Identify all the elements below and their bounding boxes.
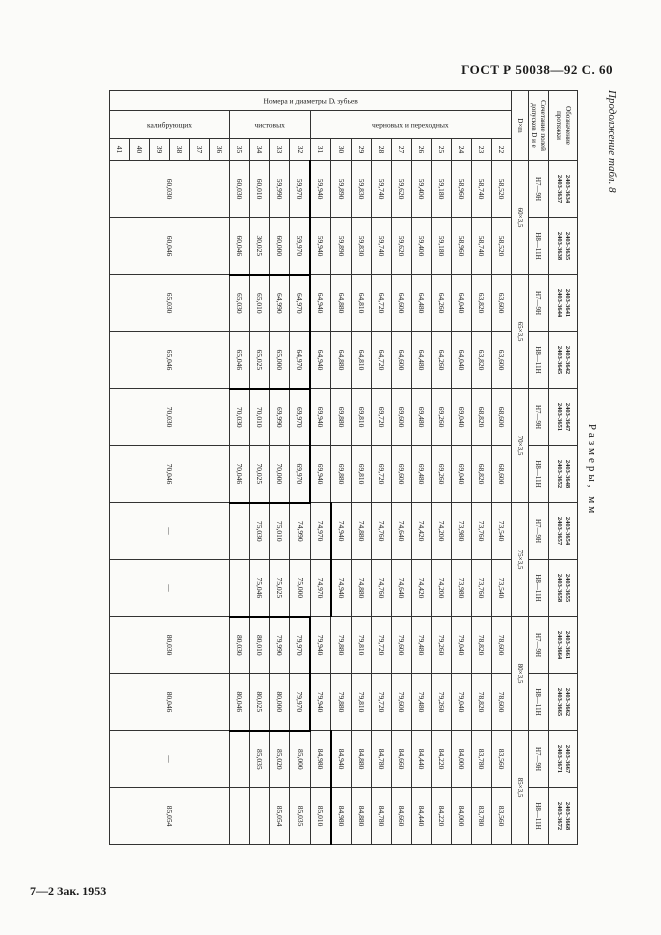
diameter-cell: 79,880 (331, 617, 352, 674)
diameter-cell: 69,940 (311, 446, 332, 503)
diameter-cell: 85,000 (290, 731, 311, 788)
diameter-cell: 69,940 (311, 389, 332, 446)
diameter-cell: 84,940 (331, 731, 352, 788)
calibration-value: 60,030 (165, 178, 175, 200)
diameter-cell: 69,970 (290, 446, 311, 503)
designation-code-b: 2403-3658 (556, 573, 563, 603)
tolerance-label: Сочетание полей допусков D и e (529, 91, 549, 161)
diameter-cell: 59,180 (432, 218, 452, 275)
tolerance-cell: H8—11H (529, 218, 549, 275)
calibration-value: — (165, 527, 175, 535)
header-row-designation (549, 91, 578, 845)
calibration-cell (110, 788, 230, 845)
diameter-cell: 84,880 (352, 731, 372, 788)
designation-code-a: 2403-3662 (564, 687, 571, 717)
diameter-cell: 74,200 (432, 560, 452, 617)
designation-code-a: 2403-3667 (564, 744, 571, 774)
tooth-number: 41 (110, 139, 130, 161)
calibration-value: 60,046 (165, 235, 175, 257)
dm-cell: 70×3,5 (512, 389, 529, 503)
calibration-cell (110, 446, 230, 503)
diameter-cell: 74,420 (412, 503, 432, 560)
diameter-cell: 79,040 (452, 617, 472, 674)
designation-code (549, 161, 578, 218)
diameter-cell: 75,046 (250, 560, 270, 617)
diameter-cell: 78,820 (472, 617, 492, 674)
diameter-cell: 63,820 (472, 275, 492, 332)
calibration-cell (110, 617, 230, 674)
table-row (250, 91, 270, 845)
diameter-cell: 80,010 (250, 617, 270, 674)
header-row-dm (512, 91, 529, 845)
dm-cell: 65×3,5 (512, 275, 529, 389)
designation-code-a: 2403-3648 (564, 459, 571, 489)
diameter-cell: 64,970 (290, 275, 311, 332)
diameter-cell: 69,810 (352, 389, 372, 446)
diameter-cell: 74,990 (290, 503, 311, 560)
designation-code-b: 2403-3652 (556, 459, 563, 489)
diameter-cell: 79,480 (412, 674, 432, 731)
diameter-cell: 79,260 (432, 617, 452, 674)
designation-code-b: 2403-3657 (556, 516, 563, 546)
calibration-value: 70,030 (165, 406, 175, 428)
designation-code-b: 2403-3644 (556, 288, 563, 318)
tooth-number: 34 (250, 139, 270, 161)
diameter-cell: 30,025 (250, 218, 270, 275)
diameter-cell: 74,640 (392, 560, 412, 617)
diameter-cell (230, 731, 250, 788)
page-header: ГОСТ Р 50038—92 С. 60 (461, 62, 613, 77)
tooth-number: 33 (270, 139, 290, 161)
diameter-cell: 65,046 (230, 332, 250, 389)
tolerance-cell: H7—9H (529, 389, 549, 446)
diameter-cell: 70,000 (270, 446, 290, 503)
designation-code (549, 674, 578, 731)
diameter-cell: 73,760 (472, 560, 492, 617)
diameter-cell: 84,440 (412, 731, 432, 788)
diameter-cell: 59,830 (352, 218, 372, 275)
diameter-cell: 84,780 (372, 731, 392, 788)
diameter-cell: 74,970 (311, 503, 332, 560)
diameter-cell: 59,830 (352, 161, 372, 218)
diameter-cell: 74,940 (331, 503, 352, 560)
diameter-cell: 58,520 (492, 218, 512, 275)
dm-cell: 85×3,5 (512, 731, 529, 845)
diameter-cell: 85,020 (270, 731, 290, 788)
table-row (432, 91, 452, 845)
diameter-cell: 79,720 (372, 617, 392, 674)
diameter-cell: 79,600 (392, 674, 412, 731)
diameter-cell: 60,010 (250, 161, 270, 218)
diameter-cell: 80,046 (230, 674, 250, 731)
table-row (230, 91, 250, 845)
diameter-cell: 75,010 (270, 503, 290, 560)
designation-code (549, 275, 578, 332)
designation-code-a: 2403-3647 (564, 402, 571, 432)
designation-code-a: 2403-3642 (564, 345, 571, 375)
diameter-cell: 59,620 (392, 218, 412, 275)
tooth-number: 32 (290, 139, 311, 161)
tooth-number: 38 (170, 139, 190, 161)
diameter-cell: 84,000 (452, 788, 472, 845)
diameter-cell: 59,400 (412, 161, 432, 218)
diameter-cell: 84,220 (432, 731, 452, 788)
diameter-cell: 69,260 (432, 446, 452, 503)
table-row (331, 91, 352, 845)
diameter-cell: 64,040 (452, 275, 472, 332)
tolerance-cell: H8—11H (529, 332, 549, 389)
table-row (392, 91, 412, 845)
calibration-cell (110, 560, 230, 617)
designation-code-a: 2403-3641 (564, 288, 571, 318)
diameter-cell: 69,480 (412, 389, 432, 446)
diameter-cell: 59,890 (331, 161, 352, 218)
diameter-cell: 64,040 (452, 332, 472, 389)
diameter-cell: 74,760 (372, 503, 392, 560)
diameter-cell: 64,260 (432, 275, 452, 332)
tolerance-cell: H8—11H (529, 446, 549, 503)
designation-code-a: 2403-3654 (564, 516, 571, 546)
diameter-cell: 60,030 (230, 161, 250, 218)
designation-code-b: 2403-3651 (556, 402, 563, 432)
diameter-cell: 58,960 (452, 218, 472, 275)
diameter-cell: 74,880 (352, 560, 372, 617)
diameter-cell: 79,940 (311, 674, 332, 731)
diameter-cell: 73,760 (472, 503, 492, 560)
diameter-cell: 79,970 (290, 674, 311, 731)
diameter-cell: 64,970 (290, 332, 311, 389)
designation-code-b: 2403-3645 (556, 345, 563, 375)
diameter-cell: 80,000 (270, 674, 290, 731)
tolerance-cell: H7—9H (529, 617, 549, 674)
diameter-cell (230, 503, 250, 560)
diameter-cell: 69,990 (270, 389, 290, 446)
designation-label: Обозначение протяжки (549, 91, 578, 161)
calibration-value: — (165, 755, 175, 763)
sizes-caption: Размеры, мм (586, 423, 598, 517)
teeth-diameter-table (110, 90, 579, 845)
diameter-cell: 78,600 (492, 674, 512, 731)
tolerance-cell: H8—11H (529, 674, 549, 731)
designation-code (549, 788, 578, 845)
tooth-number: 39 (150, 139, 170, 161)
diameter-cell: 79,970 (290, 617, 311, 674)
diameter-cell: 84,000 (452, 731, 472, 788)
tooth-number: 31 (311, 139, 332, 161)
calibration-value: 80,046 (165, 691, 175, 713)
tolerance-cell: H7—9H (529, 503, 549, 560)
footer: 7—2 Зак. 1953 (30, 884, 107, 898)
tooth-number: 26 (412, 139, 432, 161)
group-finish: чистовых (230, 111, 311, 139)
diameter-cell: 74,640 (392, 503, 412, 560)
header-row-tolerance (529, 91, 549, 845)
diameter-cell: 59,620 (392, 161, 412, 218)
calibration-value: 65,030 (165, 292, 175, 314)
diameter-cell: 59,990 (270, 161, 290, 218)
diameter-cell: 69,970 (290, 389, 311, 446)
diameter-cell (250, 788, 270, 845)
diameter-cell: 84,440 (412, 788, 432, 845)
diameter-cell: 69,480 (412, 446, 432, 503)
diameter-cell: 73,540 (492, 503, 512, 560)
diameter-cell: 64,990 (270, 275, 290, 332)
diameter-cell: 59,940 (311, 161, 332, 218)
diameter-cell: 64,940 (311, 275, 332, 332)
table-row (311, 91, 332, 845)
diameter-cell: 80,025 (250, 674, 270, 731)
diameter-cell: 65,000 (270, 332, 290, 389)
diameter-cell: 64,720 (372, 275, 392, 332)
diameter-cell: 70,025 (250, 446, 270, 503)
diameter-cell: 79,990 (270, 617, 290, 674)
diameter-cell: 68,600 (492, 446, 512, 503)
tooth-number: 30 (331, 139, 352, 161)
diameter-cell: 70,030 (230, 389, 250, 446)
diameter-cell: 68,820 (472, 389, 492, 446)
diameter-cell: 58,740 (472, 218, 492, 275)
group-calib: калибрующих (110, 111, 230, 139)
tolerance-cell: H8—11H (529, 560, 549, 617)
diameter-cell: 69,600 (392, 389, 412, 446)
diameter-cell: 64,810 (352, 332, 372, 389)
diameter-cell: 74,880 (352, 503, 372, 560)
designation-code-a: 2403-3655 (564, 573, 571, 603)
diameter-cell: 73,980 (452, 560, 472, 617)
designation-code (549, 389, 578, 446)
designation-code-a: 2403-3634 (564, 174, 571, 204)
diameter-cell: 64,480 (412, 332, 432, 389)
tooth-number: 29 (352, 139, 372, 161)
diameter-cell: 69,720 (372, 389, 392, 446)
table-row (352, 91, 372, 845)
tooth-number: 24 (452, 139, 472, 161)
calibration-cell (110, 275, 230, 332)
tooth-number: 22 (492, 139, 512, 161)
diameter-cell: 74,970 (311, 560, 332, 617)
diameter-cell: 59,400 (412, 218, 432, 275)
diameter-cell: 58,740 (472, 161, 492, 218)
diameter-cell: 84,980 (331, 788, 352, 845)
diameter-cell: 64,940 (311, 332, 332, 389)
diameter-cell: 59,740 (372, 218, 392, 275)
diameter-cell: 63,600 (492, 332, 512, 389)
designation-code-b: 2403-3637 (556, 174, 563, 204)
designation-code (549, 560, 578, 617)
diameter-cell: 85,054 (270, 788, 290, 845)
continuation-label: Продолжение табл. 8 (606, 90, 618, 193)
diameter-cell: 64,810 (352, 275, 372, 332)
tooth-number: 40 (130, 139, 150, 161)
diameter-cell: 73,980 (452, 503, 472, 560)
diameter-cell: 65,010 (250, 275, 270, 332)
diameter-cell: 63,600 (492, 275, 512, 332)
designation-code (549, 332, 578, 389)
diameter-cell: 69,720 (372, 446, 392, 503)
table-row (270, 91, 290, 845)
diameter-cell: 78,820 (472, 674, 492, 731)
table-row (412, 91, 432, 845)
diameter-cell: 79,810 (352, 674, 372, 731)
diameter-cell: 75,030 (250, 503, 270, 560)
tolerance-cell: H7—9H (529, 275, 549, 332)
designation-code (549, 218, 578, 275)
diameter-cell (230, 560, 250, 617)
calibration-value: 70,046 (165, 463, 175, 485)
calibration-cell (110, 389, 230, 446)
diameter-cell: 64,880 (331, 275, 352, 332)
diameter-cell: 58,520 (492, 161, 512, 218)
calibration-value: 80,030 (165, 634, 175, 656)
designation-code-b: 2403-3672 (556, 801, 563, 831)
table-row (372, 91, 392, 845)
diameter-cell: 83,780 (472, 788, 492, 845)
calibration-value: — (165, 584, 175, 592)
diameter-cell: 70,010 (250, 389, 270, 446)
diameter-cell: 85,035 (250, 731, 270, 788)
diameter-cell: 84,220 (432, 788, 452, 845)
diameter-cell: 79,040 (452, 674, 472, 731)
diameter-cell: 79,940 (311, 617, 332, 674)
diameter-cell: 83,560 (492, 731, 512, 788)
diameter-cell: 83,560 (492, 788, 512, 845)
diameter-cell: 84,660 (392, 788, 412, 845)
table-row (492, 91, 512, 845)
diameter-cell: 59,180 (432, 161, 452, 218)
calibration-cell (110, 731, 230, 788)
tooth-number: 23 (472, 139, 492, 161)
tooth-number: 25 (432, 139, 452, 161)
designation-code (549, 617, 578, 674)
table-row (452, 91, 472, 845)
diameter-cell: 79,600 (392, 617, 412, 674)
diameter-cell: 58,960 (452, 161, 472, 218)
diameter-cell: 74,940 (331, 560, 352, 617)
diameter-cell: 84,660 (392, 731, 412, 788)
diameter-cell: 59,970 (290, 218, 311, 275)
diameter-cell: 79,480 (412, 617, 432, 674)
diameter-cell: 83,780 (472, 731, 492, 788)
calibration-cell (110, 218, 230, 275)
tolerance-cell: H8—11H (529, 788, 549, 845)
diameter-cell: 59,890 (331, 218, 352, 275)
diameter-cell: 75,025 (270, 560, 290, 617)
diameter-cell: 59,740 (372, 161, 392, 218)
diameter-cell: 79,260 (432, 674, 452, 731)
designation-code-b: 2403-3638 (556, 231, 563, 261)
diameter-cell: 75,000 (290, 560, 311, 617)
designation-code (549, 503, 578, 560)
diameter-cell: 73,540 (492, 560, 512, 617)
rotated-table-block (58, 90, 618, 850)
calibration-cell (110, 161, 230, 218)
tooth-number: 28 (372, 139, 392, 161)
diameter-cell: 79,720 (372, 674, 392, 731)
diameter-cell: 63,820 (472, 332, 492, 389)
diameter-cell: 59,970 (290, 161, 311, 218)
diameter-cell: 69,260 (432, 389, 452, 446)
diameter-cell: 64,720 (372, 332, 392, 389)
calibration-cell (110, 503, 230, 560)
diameter-cell: 64,880 (331, 332, 352, 389)
designation-code-a: 2403-3661 (564, 630, 571, 660)
calibration-value: 85,054 (165, 805, 175, 827)
diameter-cell: 74,760 (372, 560, 392, 617)
diameter-cell: 65,025 (250, 332, 270, 389)
designation-code-b: 2403-3664 (556, 630, 563, 660)
tooth-number: 37 (190, 139, 210, 161)
tolerance-cell: H7—9H (529, 161, 549, 218)
diameter-cell: 85,010 (311, 788, 332, 845)
designation-code (549, 446, 578, 503)
diameter-cell: 84,780 (372, 788, 392, 845)
calibration-cell (110, 332, 230, 389)
diameter-cell: 65,030 (230, 275, 250, 332)
diameter-cell: 59,940 (311, 218, 332, 275)
diameter-cell: 64,480 (412, 275, 432, 332)
diameter-cell: 69,880 (331, 446, 352, 503)
dm-label: D×m (512, 91, 529, 161)
diameter-cell: 80,030 (230, 617, 250, 674)
designation-code (549, 731, 578, 788)
diameter-cell: 79,880 (331, 674, 352, 731)
left-caption: Номера и диаметры Dᵢ зубьев (110, 91, 512, 111)
designation-code-b: 2403-3665 (556, 687, 563, 717)
dm-cell: 60×3,5 (512, 161, 529, 275)
diameter-cell: 69,040 (452, 446, 472, 503)
designation-code-a: 2403-3668 (564, 801, 571, 831)
diameter-cell: 60,000 (270, 218, 290, 275)
diameter-cell: 74,200 (432, 503, 452, 560)
diameter-cell: 69,810 (352, 446, 372, 503)
dm-cell: 75×3,5 (512, 503, 529, 617)
diameter-cell: 79,810 (352, 617, 372, 674)
diameter-cell: 69,880 (331, 389, 352, 446)
designation-code-b: 2403-3671 (556, 744, 563, 774)
diameter-cell: 60,046 (230, 218, 250, 275)
calibration-cell (110, 674, 230, 731)
diameter-cell: 68,820 (472, 446, 492, 503)
diameter-cell (230, 788, 250, 845)
calibration-value: 65,046 (165, 349, 175, 371)
designation-code-a: 2403-3635 (564, 231, 571, 261)
diameter-cell: 64,600 (392, 275, 412, 332)
diameter-cell: 85,035 (290, 788, 311, 845)
diameter-cell: 69,600 (392, 446, 412, 503)
tolerance-cell: H7—9H (529, 731, 549, 788)
tooth-number: 36 (210, 139, 230, 161)
diameter-cell: 69,040 (452, 389, 472, 446)
dm-cell: 80×3,5 (512, 617, 529, 731)
tooth-number: 27 (392, 139, 412, 161)
group-rough: черновых и переходных (311, 111, 512, 139)
diameter-cell: 64,260 (432, 332, 452, 389)
table-row (472, 91, 492, 845)
diameter-cell: 68,600 (492, 389, 512, 446)
table-row (210, 91, 230, 845)
diameter-cell: 70,046 (230, 446, 250, 503)
diameter-cell: 84,880 (352, 788, 372, 845)
table-row (290, 91, 311, 845)
diameter-cell: 64,600 (392, 332, 412, 389)
tooth-number: 35 (230, 139, 250, 161)
diameter-cell: 84,980 (311, 731, 332, 788)
diameter-cell: 78,600 (492, 617, 512, 674)
diameter-cell: 74,420 (412, 560, 432, 617)
